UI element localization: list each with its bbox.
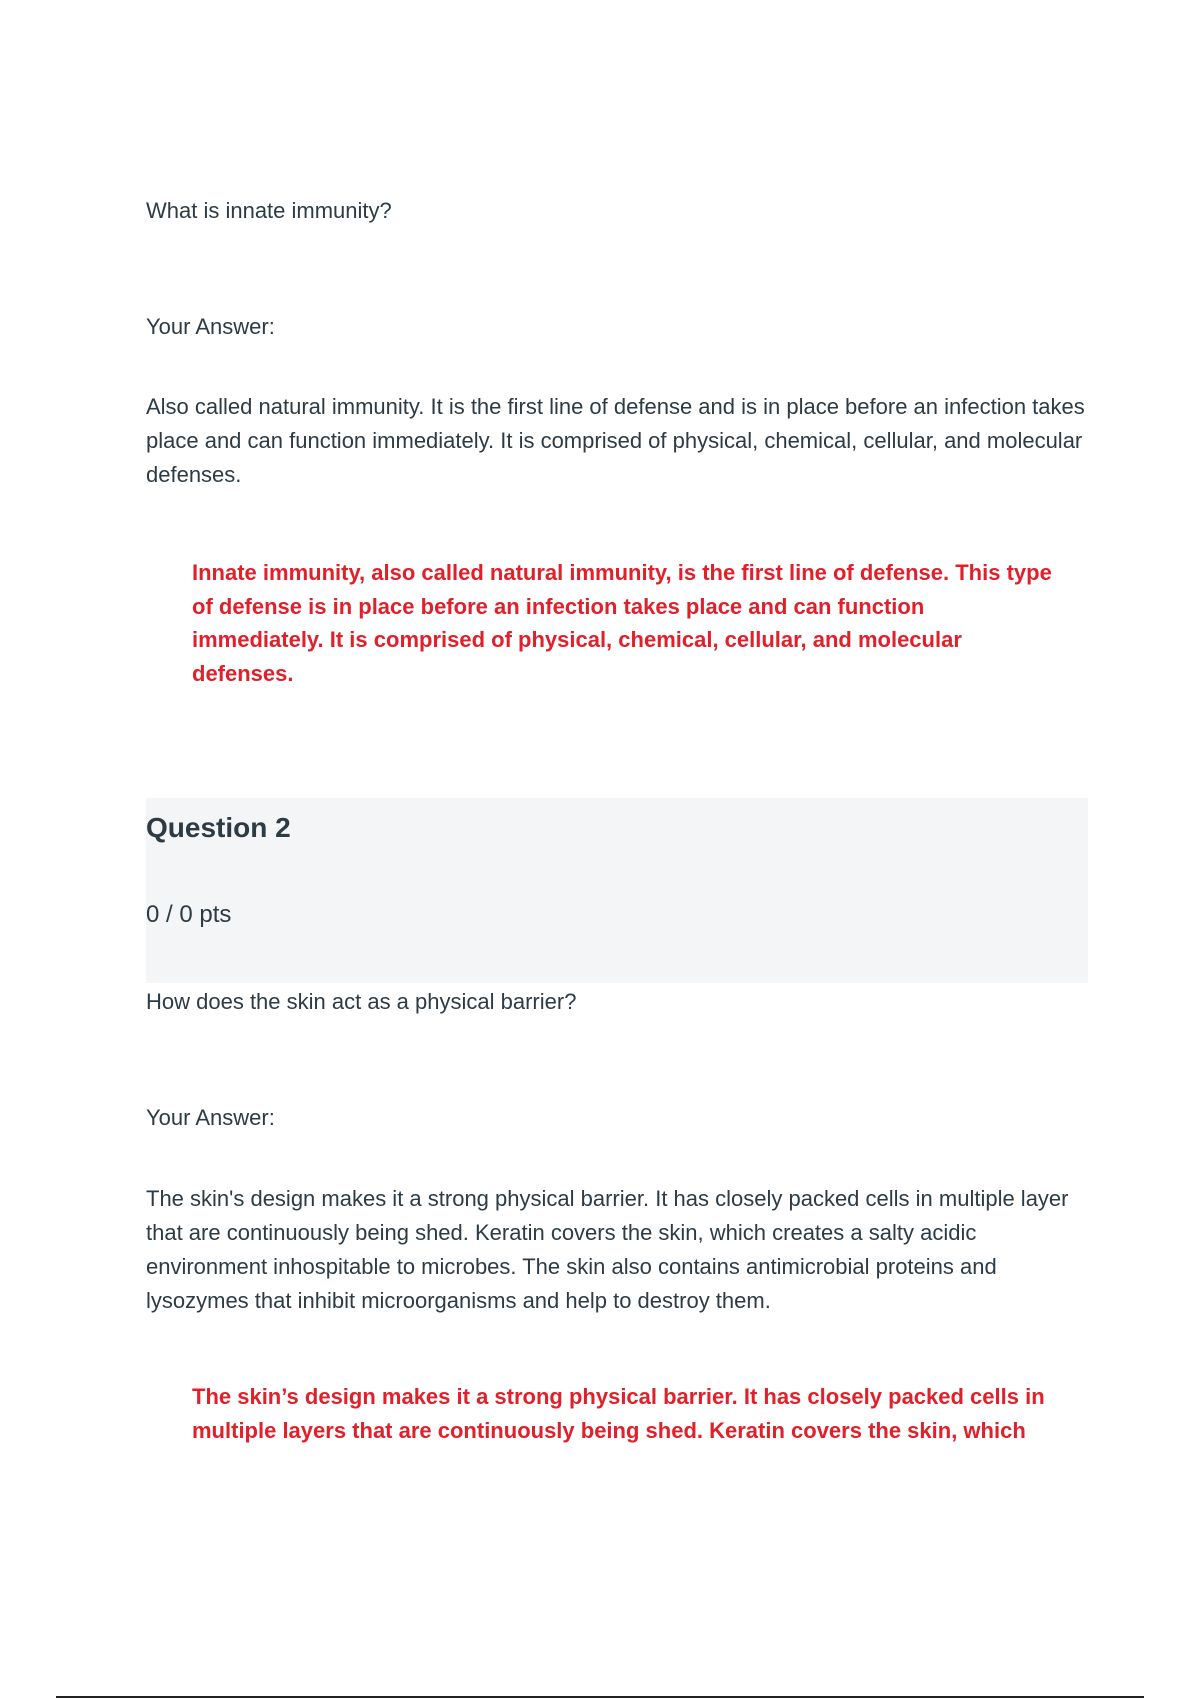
question-1-answer: Also called natural immunity. It is the first line of defense and is in place before an infection takes place and can function immediately. It is comprised of physical, chemical, cellular, and molecular defenses. (146, 394, 1085, 487)
question-1-feedback: Innate immunity, also called natural immunity, is the first line of defense. This type of defense is in place before an infection takes place and can function immediately. It is comprised of physical, chemical, cellular, and molecular defenses. (192, 560, 1052, 686)
question-2-answer: The skin's design makes it a strong physical barrier. It has closely packed cells in multiple layer that are continuously being shed. Keratin covers the skin, which creates a salty acidic environment inhospitable to microbes. The skin also contains antimicrobial proteins and lysozymes that inhibit microorganisms and help to destroy them. (146, 1186, 1069, 1313)
question-2-prompt: How does the skin act as a physical barrier? (146, 989, 577, 1014)
question-2-header (146, 798, 1088, 983)
question-2-your-answer-label: Your Answer: (146, 1105, 275, 1130)
question-2-points: 0 / 0 pts (146, 901, 232, 928)
question-1-your-answer-label: Your Answer: (146, 314, 275, 339)
page-divider (56, 1696, 1144, 1698)
question-2-title: Question 2 (146, 812, 291, 843)
question-2-feedback: The skin’s design makes it a strong physical barrier. It has closely packed cells in multiple layers that are continuously being shed. Keratin covers the skin, which (192, 1384, 1045, 1443)
question-1-prompt: What is innate immunity? (146, 198, 392, 223)
